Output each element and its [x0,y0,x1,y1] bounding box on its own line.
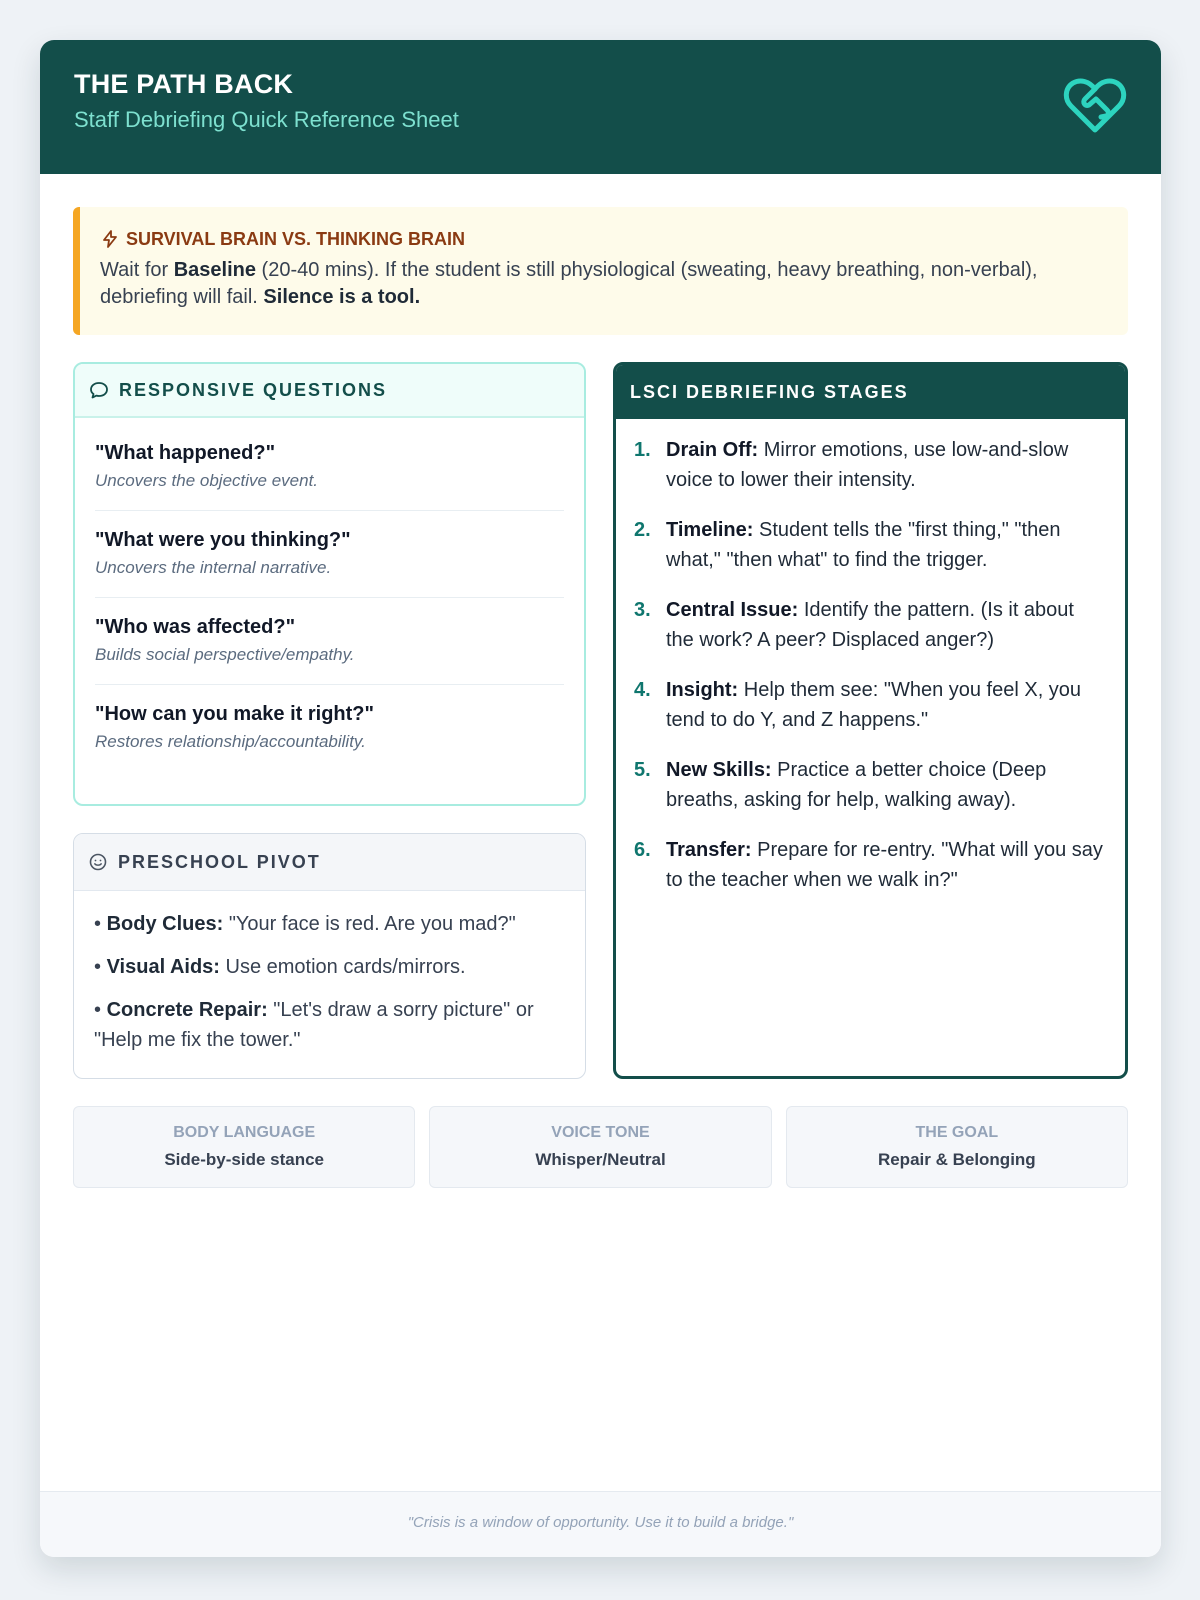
stage-number: 2. [634,519,651,541]
tip-value: Whisper/Neutral [535,1150,666,1169]
alert-title-text: SURVIVAL BRAIN VS. THINKING BRAIN [126,229,466,249]
item-text: Use emotion cards/mirrors. [219,956,466,978]
list-item [634,515,1107,575]
alert-bold-baseline: Baseline [173,259,256,281]
item-text: "Your face is red. Are you mad?" [223,913,516,935]
stage-label: Transfer: [666,839,752,861]
question-list [75,418,584,771]
stage-label: Drain Off: [666,439,759,461]
stage-desc: Identify the pattern. (Is it about the work? A peer? Displaced anger?) [666,599,1074,651]
stage-desc: Help them see: "When you feel X, you tend to do Y, and Z happens." [666,679,1082,731]
tips-row [73,1106,1128,1188]
stage-label: New Skills: [666,759,772,781]
item-label: Visual Aids: [106,956,220,978]
stage-number: 3. [634,599,651,621]
tip-the-goal [786,1106,1128,1188]
tip-voice-tone [429,1106,771,1188]
question-text: "What happened?" [95,442,276,464]
page-subtitle: Staff Debriefing Quick Reference Sheet [74,107,459,132]
preschool-pivot-title: PRESCHOOL PIVOT [118,851,321,872]
item-label: Body Clues: [106,913,224,935]
responsive-questions-header [75,364,584,418]
list-item [95,511,564,598]
smiley-icon [88,852,108,872]
stage-desc: Prepare for re-entry. "What will you say to the teacher when we walk in?" [666,839,1103,891]
list-item [634,675,1107,735]
bullet: • [94,999,102,1021]
question-text: "What were you thinking?" [95,529,351,551]
question-note: Builds social perspective/empathy. [95,645,355,664]
item-text: "Let's draw a sorry picture" or "Help me fix the tower." [94,999,534,1051]
alert-bold-silence: Silence is a tool. [263,286,421,308]
question-note: Uncovers the internal narrative. [95,558,332,577]
tip-body-language [73,1106,415,1188]
stage-label: Central Issue: [666,599,799,621]
bullet: • [94,956,102,978]
list-item [634,435,1107,495]
list-item [95,598,564,685]
stage-label: Timeline: [666,519,754,541]
responsive-questions-title: RESPONSIVE QUESTIONS [119,379,388,400]
lsci-stages-header: LSCI DEBRIEFING STAGES [616,365,1125,419]
heart-handshake-icon [1063,78,1127,136]
stage-desc: Mirror emotions, use low-and-slow voice to lower their intensity. [666,439,1069,491]
tip-value: Side-by-side stance [164,1150,324,1169]
tip-value: Repair & Belonging [877,1150,1036,1169]
list-item [634,595,1107,655]
preschool-pivot-panel [73,833,586,1079]
stage-text [666,515,1107,575]
alert-text-part: Wait for [100,259,174,281]
header [40,40,1161,174]
list-item [94,909,565,939]
stage-label: Insight: [666,679,739,701]
alert-title [100,227,1102,251]
lightning-icon [100,229,120,249]
list-item [94,995,565,1055]
stage-number: 4. [634,679,651,701]
stage-text [666,755,1107,815]
question-text: "Who was affected?" [95,616,296,638]
stage-text [666,435,1107,495]
list-item [94,952,565,982]
preschool-list [74,891,585,1055]
tip-label: VOICE TONE [551,1124,650,1141]
page-title: THE PATH BACK [74,69,294,99]
responsive-questions-panel [73,362,586,806]
stage-desc: Student tells the "first thing," "then what," "then what" to find the trigger. [666,519,1061,571]
footer-quote: "Crisis is a window of opportunity. Use it to build a bridge." [40,1491,1161,1557]
list-item [95,424,564,511]
stage-number: 1. [634,439,651,461]
stages-list [616,419,1125,895]
alert-text-part: (20-40 mins). If the student is still physiological (sweating, heavy breathing, non-verbal), debriefing will fail. [100,259,1038,308]
alert-text [100,257,1102,311]
survival-brain-alert [73,207,1128,335]
stage-text [666,835,1107,895]
question-note: Restores relationship/accountability. [95,732,366,751]
lsci-stages-panel [613,362,1128,1079]
stage-desc: Practice a better choice (Deep breaths, asking for help, walking away). [666,759,1047,811]
stage-text [666,595,1107,655]
preschool-pivot-header [74,834,585,891]
question-text: "How can you make it right?" [95,703,375,725]
tip-label: THE GOAL [915,1124,999,1141]
chat-bubble-icon [89,380,109,400]
question-note: Uncovers the objective event. [95,471,319,490]
reference-card [40,40,1161,1557]
tip-label: BODY LANGUAGE [173,1124,316,1141]
list-item [634,755,1107,815]
list-item [634,835,1107,895]
list-item [95,685,564,771]
stage-text [666,675,1107,735]
stage-number: 6. [634,839,651,861]
item-label: Concrete Repair: [106,999,268,1021]
bullet: • [94,913,102,935]
stage-number: 5. [634,759,651,781]
